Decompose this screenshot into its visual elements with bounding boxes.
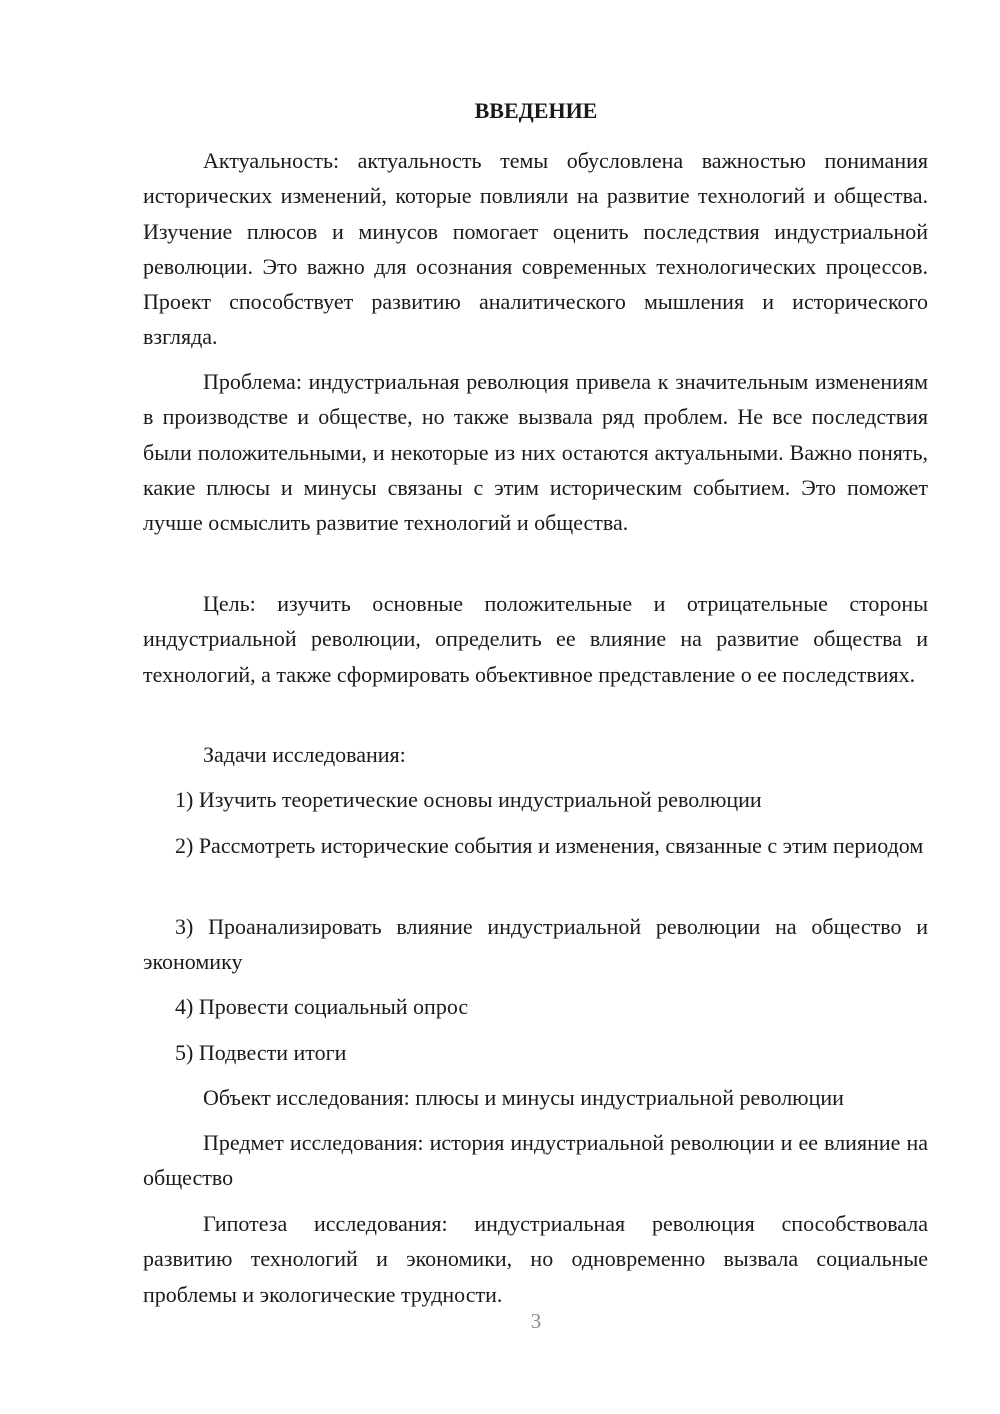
- tasks-heading: Задачи исследования:: [203, 742, 406, 767]
- paragraph-goal: Цель: изучить основные положительные и отрицательные стороны индустриальной революции, определить ее влияние на развитие общества и технологий, а также сформировать объективное представление о ее последствиях.: [143, 591, 928, 687]
- paragraph-object: Объект исследования: плюсы и минусы индустриальной революции: [203, 1085, 844, 1110]
- task-item-1: 1) Изучить теоретические основы индустриальной революции: [175, 787, 762, 812]
- task-item-4: 4) Провести социальный опрос: [175, 994, 469, 1019]
- section-heading: ВВЕДЕНИЕ: [474, 98, 598, 123]
- paragraph-relevance: Актуальность: актуальность темы обусловлена важностью понимания исторических изменений, которые повлияли на развитие технологий и общества. Изучение плюсов и минусов помогает оценить последствия индустриальной революции. Это важно для осознания современных технологических процессов. Проект способствует развитию аналитического мышления и исторического взгляда.: [143, 148, 928, 350]
- paragraph-hypothesis: Гипотеза исследования: индустриальная революция способствовала развитию технологий и экономики, но одновременно вызвала социальные проблемы и экологические трудности.: [143, 1211, 928, 1307]
- page-number: 3: [530, 1309, 542, 1333]
- task-item-5: 5) Подвести итоги: [175, 1040, 347, 1065]
- task-item-2: 2) Рассмотреть исторические события и изменения, связанные с этим периодом: [175, 833, 924, 858]
- paragraph-subject: Предмет исследования: история индустриальной революции и ее влияние на общество: [143, 1130, 928, 1191]
- task-item-3: 3) Проанализировать влияние индустриальной революции на общество и экономику: [143, 914, 928, 975]
- paragraph-problem: Проблема: индустриальная революция привела к значительным изменениям в производстве и обществе, но также вызвала ряд проблем. Не все последствия были положительными, и некоторые из них остаются актуальными. Важно понять, какие плюсы и минусы связаны с этим историческим событием. Это поможет лучше осмыслить развитие технологий и общества.: [143, 369, 928, 536]
